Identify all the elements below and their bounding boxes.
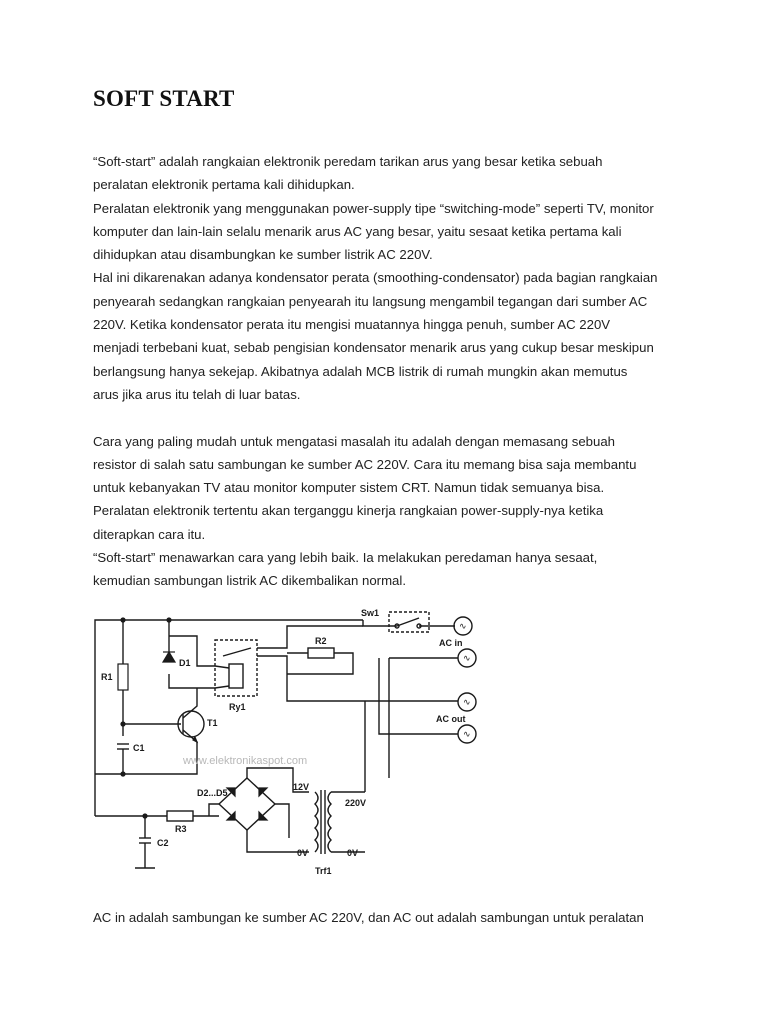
label-c2: C2 [157, 838, 169, 848]
paragraph-line: komputer dan lain-lain selalu menarik arus AC yang besar, yaitu sesaat ketika pertama kali [93, 223, 622, 239]
paragraph-line: Hal ini dikarenakan adanya kondensator perata (smoothing-condensator) pada bagian rangkaian [93, 270, 658, 286]
wire [215, 666, 229, 668]
page-title: SOFT START [93, 86, 235, 111]
junction-dot [121, 772, 125, 776]
label-0v-right: 0V [347, 848, 359, 858]
wire [169, 636, 215, 666]
paragraph-line: resistor di salah satu sambungan ke sumber AC 220V. Cara itu memang bisa saja membantu [93, 456, 637, 472]
wire [215, 686, 229, 688]
transformer-secondary [328, 792, 331, 852]
wire [169, 674, 215, 688]
paragraph-line: menjadi terbebani kuat, sebab pengisian kondensator menarik arus yang cukup besar meskipun [93, 340, 654, 356]
resistor-r3 [167, 811, 193, 821]
transistor-t1 [178, 711, 204, 737]
wire [95, 730, 197, 774]
wire [363, 620, 397, 626]
diode-d1 [163, 652, 175, 662]
paragraph-line: Peralatan elektronik tertentu akan terganggu kinerja rangkaian power-supply-nya ketika [93, 503, 604, 519]
paragraph-line: Cara yang paling mudah untuk mengatasi masalah itu adalah dengan memasang sebuah [93, 433, 615, 449]
paragraph-line: arus jika arus itu telah di luar batas. [93, 386, 301, 402]
wire [95, 620, 363, 816]
paragraph-line: peralatan elektronik pertama kali dihidupkan. [93, 177, 355, 193]
paragraph-line: Peralatan elektronik yang menggunakan power-supply tipe “switching-mode” seperti TV, monitor [93, 200, 654, 216]
label-12v: 12V [293, 782, 310, 792]
body-text [93, 150, 683, 593]
paragraph-line: penyearah sedangkan rangkaian penyearah itu langsung mengambil tegangan dari sumber AC [93, 293, 648, 309]
label-trf1: Trf1 [315, 866, 332, 876]
watermark: www.elektronikaspot.com [183, 755, 308, 767]
paragraph-line: dihidupkan atau disambungkan ke sumber listrik AC 220V. [93, 247, 433, 263]
wire [223, 648, 251, 656]
label-c1: C1 [133, 743, 145, 753]
junction-dot [121, 722, 125, 726]
wire [257, 656, 361, 701]
label-ac-in: AC in [439, 638, 463, 648]
resistor-r2 [308, 648, 334, 658]
wire [287, 653, 353, 674]
paragraph-line: AC in adalah sambungan ke sumber AC 220V, dan AC out adalah sambungan untuk peralatan [93, 910, 644, 925]
label-d1: D1 [179, 658, 191, 668]
transistor-arrow [193, 737, 197, 742]
label-r3: R3 [175, 824, 187, 834]
transformer-primary [315, 792, 318, 852]
wire [183, 688, 197, 718]
wire [275, 804, 289, 838]
paragraph-line: kemudian sambungan listrik AC dikembalikan normal. [93, 573, 406, 589]
label-ry1: Ry1 [229, 702, 246, 712]
resistor-r1 [118, 664, 128, 690]
paragraph-line: “Soft-start” menawarkan cara yang lebih baik. Ia melakukan peredaman hanya sesaat, [93, 550, 598, 566]
paragraph-gap [93, 406, 683, 429]
label-sw1: Sw1 [361, 608, 380, 618]
ac-symbol: ∿ [463, 653, 471, 663]
label-d2-d5: D2...D5 [197, 788, 228, 798]
label-220v: 220V [345, 798, 367, 808]
ac-symbol: ∿ [463, 697, 471, 707]
label-r2: R2 [315, 636, 327, 646]
paragraph-line: 220V. Ketika kondensator perata itu mengisi muatannya hingga penuh, sumber AC 220V [93, 317, 611, 333]
bridge-rectifier [219, 778, 275, 830]
wire [209, 804, 219, 816]
wire [257, 626, 363, 648]
label-0v-left: 0V [297, 848, 309, 858]
paragraph-line: untuk kebanyakan TV atau monitor komputer sistem CRT. Namun tidak semuanya bisa. [93, 480, 605, 496]
junction-dot [121, 618, 125, 622]
label-ac-out: AC out [436, 714, 466, 724]
paragraph-line: “Soft-start” adalah rangkaian elektronik peredam tarikan arus yang besar ketika sebuah [93, 154, 603, 169]
wire [397, 618, 419, 626]
junction-dot [143, 814, 147, 818]
relay-coil [229, 664, 243, 688]
paragraph-line: berlangsung hanya sekejap. Akibatnya adalah MCB listrik di rumah mungkin akan memutus [93, 363, 628, 379]
label-t1: T1 [207, 718, 218, 728]
junction-dot [167, 618, 171, 622]
ac-symbol: ∿ [459, 621, 467, 631]
label-r1: R1 [101, 672, 113, 682]
soft-start-schematic [93, 606, 493, 886]
paragraph-line: diterapkan cara itu. [93, 526, 206, 542]
ac-symbol: ∿ [463, 729, 471, 739]
